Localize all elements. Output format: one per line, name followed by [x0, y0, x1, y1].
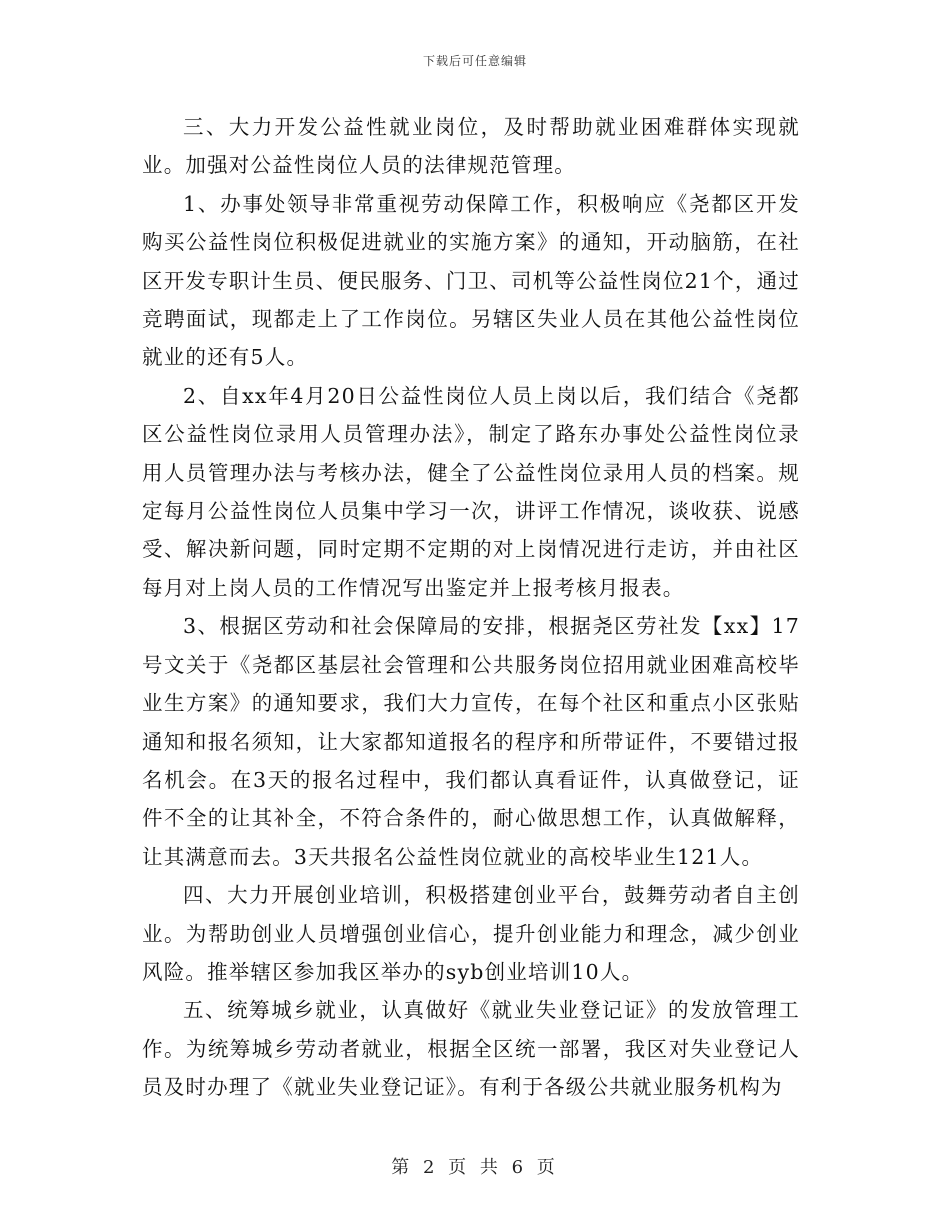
- paragraph-section-three: 三、大力开发公益性就业岗位，及时帮助就业困难群体实现就业。加强对公益性岗位人员的法律规范管理。: [142, 115, 800, 178]
- paragraph-section-five: 五、统筹城乡就业，认真做好《就业失业登记证》的发放管理工作。为统筹城乡劳动者就业，根据全区统一部署，我区对失业登记人员及时办理了《就业失业登记证》。有利于各级公共就业服务机构为: [142, 998, 800, 1100]
- page-header: 下载后可任意编辑: [422, 54, 527, 68]
- paragraph-item-one: 1、办事处领导非常重视劳动保障工作，积极响应《尧都区开发购买公益性岗位积极促进就业的实施方案》的通知，开动脑筋，在社区开发专职计生员、便民服务、门卫、司机等公益性岗位21个，通过竞聘面试，现都走上了工作岗位。另辖区失业人员在其他公益性岗位就业的还有5人。: [142, 191, 800, 370]
- paragraph-section-four: 四、大力开展创业培训，积极搭建创业平台，鼓舞劳动者自主创业。为帮助创业人员增强创业信心，提升创业能力和理念，减少创业风险。推举辖区参加我区举办的syb创业培训10人。: [142, 883, 800, 984]
- paragraph-item-three: 3、根据区劳动和社会保障局的安排，根据尧区劳社发【xx】17号文关于《尧都区基层社会管理和公共服务岗位招用就业困难高校毕业生方案》的通知要求，我们大力宣传，在每个社区和重点小区张贴通知和报名须知，让大家都知道报名的程序和所带证件，不要错过报名机会。在3天的报名过程中，我们都认真看证件，认真做登记，证件不全的让其补全，不符合条件的，耐心做思想工作，认真做解释，让其满意而去。3天共报名公益性岗位就业的高校毕业生121人。: [142, 614, 800, 869]
- paragraph-item-two: 2、自xx年4月20日公益性岗位人员上岗以后，我们结合《尧都区公益性岗位录用人员管理办法》，制定了路东办事处公益性岗位录用人员管理办法与考核办法，健全了公益性岗位录用人员的档案。规定每月公益性岗位人员集中学习一次，讲评工作情况，谈收获、说感受、解决新问题，同时定期不定期的对上岗情况进行走访，并由社区每月对上岗人员的工作情况写出鉴定并上报考核月报表。: [142, 383, 800, 600]
- document-body: [142, 108, 800, 1107]
- page-number-footer: 第 2 页 共 6 页: [391, 1157, 559, 1178]
